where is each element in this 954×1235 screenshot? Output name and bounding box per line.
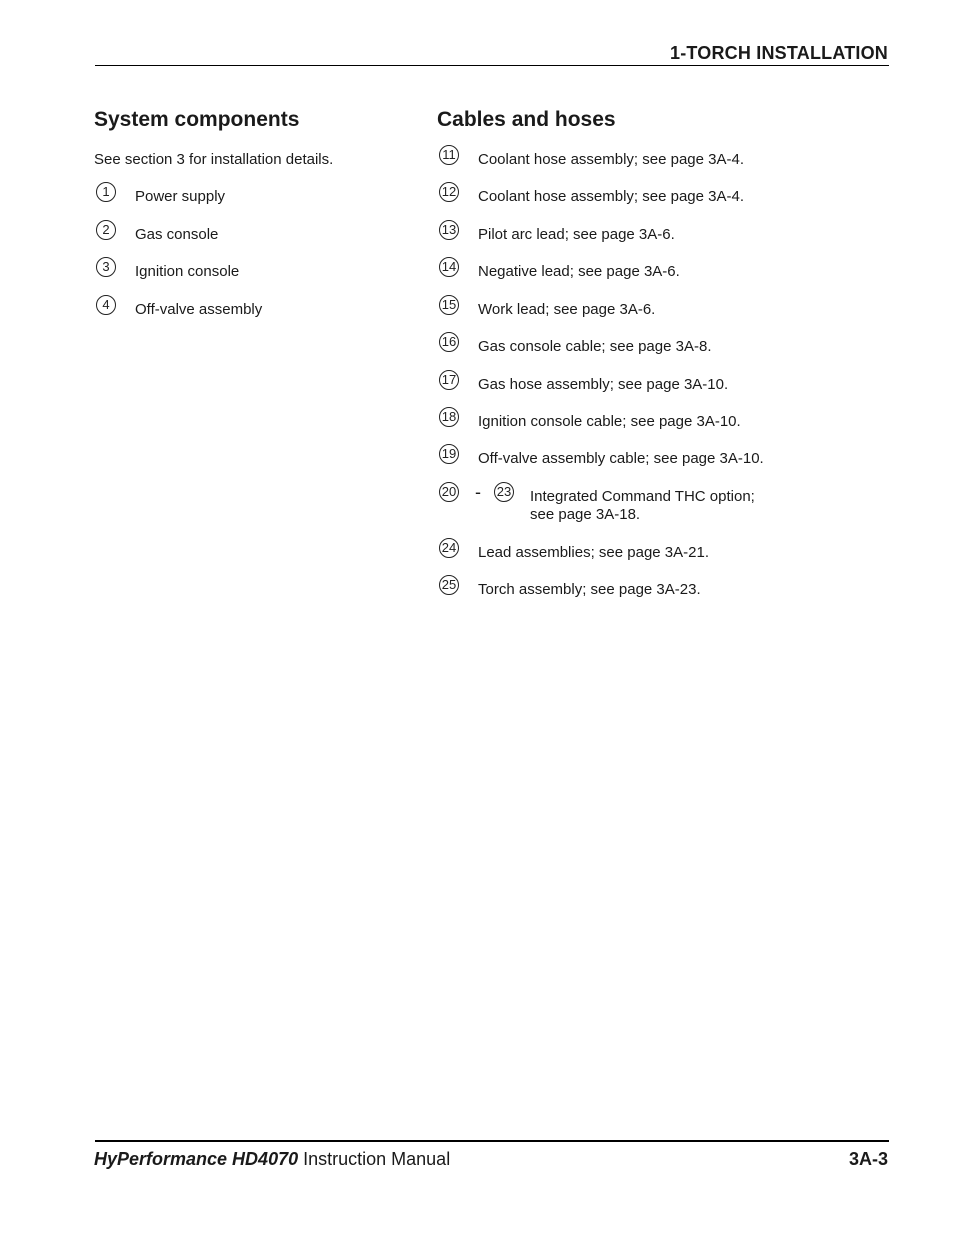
item-label: Lead assemblies; see page 3A-21. — [478, 544, 709, 561]
circled-number-end: 23 — [494, 482, 514, 502]
circled-number: 24 — [439, 538, 459, 558]
header-rule — [95, 65, 889, 66]
circled-number: 4 — [96, 295, 116, 315]
circled-number: 16 — [439, 332, 459, 352]
footer-manual-title — [94, 1149, 450, 1170]
circled-number: 19 — [439, 444, 459, 464]
range-dash: - — [475, 482, 481, 502]
item-label-line2: see page 3A-18. — [530, 506, 641, 523]
page-number: 3A-3 — [848, 1149, 888, 1169]
item-label: Gas console — [135, 226, 219, 243]
item-label: Work lead; see page 3A-6. — [478, 301, 656, 318]
item-label — [530, 488, 790, 524]
cables-and-hoses-section — [437, 106, 877, 134]
item-label: Torch assembly; see page 3A-23. — [478, 581, 701, 598]
footer-brand: HyPerformance HD4070 — [94, 1149, 299, 1169]
circled-number: 17 — [439, 370, 459, 390]
circled-number: 11 — [439, 145, 459, 165]
circled-number-start: 20 — [439, 482, 459, 502]
footer-manual: Instruction Manual — [298, 1149, 451, 1169]
circled-number: 14 — [439, 257, 459, 277]
item-label: Power supply — [135, 188, 226, 205]
item-label: Ignition console cable; see page 3A-10. — [478, 413, 741, 430]
circled-number: 25 — [439, 575, 459, 595]
circled-number: 18 — [439, 407, 459, 427]
circled-number: 12 — [439, 182, 459, 202]
section-title: 1-TORCH INSTALLATION — [670, 43, 888, 63]
item-label: Off-valve assembly cable; see page 3A-10. — [478, 450, 764, 467]
item-label: Gas console cable; see page 3A-8. — [478, 338, 712, 355]
circled-number: 2 — [96, 220, 116, 240]
item-label: Coolant hose assembly; see page 3A-4. — [478, 188, 744, 205]
item-label-line1: Integrated Command THC option; — [530, 488, 755, 505]
item-label: Negative lead; see page 3A-6. — [478, 263, 680, 280]
item-label: Coolant hose assembly; see page 3A-4. — [478, 151, 744, 168]
system-components-section — [94, 106, 414, 169]
system-components-intro: See section 3 for installation details. — [94, 151, 334, 168]
item-label: Off-valve assembly — [135, 301, 263, 318]
item-label: Pilot arc lead; see page 3A-6. — [478, 226, 675, 243]
item-label: Ignition console — [135, 263, 240, 280]
cables-and-hoses-heading: Cables and hoses — [437, 108, 616, 131]
system-components-heading: System components — [94, 108, 300, 131]
circled-number: 13 — [439, 220, 459, 240]
circled-number: 3 — [96, 257, 116, 277]
footer-rule — [95, 1140, 889, 1142]
item-label: Gas hose assembly; see page 3A-10. — [478, 376, 729, 393]
circled-number: 15 — [439, 295, 459, 315]
circled-number: 1 — [96, 182, 116, 202]
